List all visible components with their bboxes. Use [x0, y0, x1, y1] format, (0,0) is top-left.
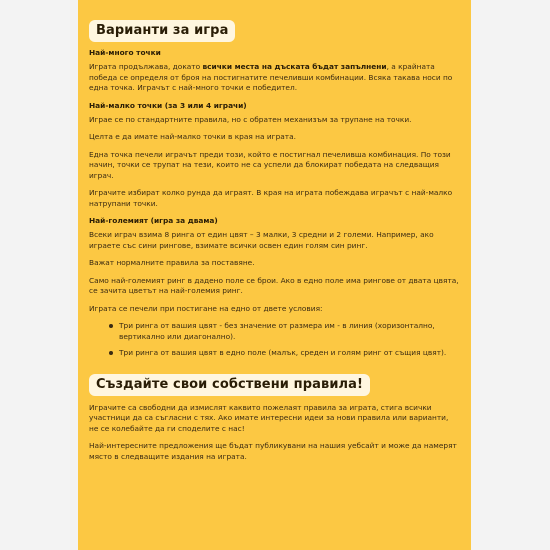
paragraph-biggest-3: Само най-големият ринг в дадено поле се брои. Ако в едно поле има рингове от двата цвята, се зачита цветът на най-големия ринг. [89, 275, 459, 295]
paragraph-least-points-1: Играе се по стандартните правила, но с обратен механизъм за трупане на точки. [89, 114, 412, 124]
paragraph-own-rules-1: Играчите са свободни да измислят каквито пожелаят правила за играта, стига всички участници да са съгласни с тях. Ако имате интересни идеи за нови правила или варианти, не се колебайте да ги споделите с нас! [89, 402, 449, 433]
list-item: Три ринга от вашия цвят - без значение от размера им - в линия (хоризонтално, вертикално или диагонално). [109, 321, 460, 342]
paragraph-biggest-4: Играта се печели при постигане на едно от двете условия: [89, 303, 323, 313]
heading-most-points: Най-много точки [89, 48, 161, 57]
section-title-variants: Варианти за игра [89, 20, 235, 42]
win-conditions-list [89, 321, 460, 359]
bullet-icon [109, 324, 113, 328]
list-item: Три ринга от вашия цвят в едно поле (малък, среден и голям ринг от същия цвят). [109, 348, 460, 359]
paragraph-biggest-2: Важат нормалните правила за поставяне. [89, 258, 255, 267]
rules-page [78, 0, 471, 550]
paragraph-most-points: Играта продължава, докато всички места на дъската бъдат запълнени, а крайната победа се определя от броя на постигнатите печеливши комбинации. Всяка такава носи по една точка. Играчът с най-много точки е победител. [89, 62, 453, 92]
heading-biggest: Най-големият (игра за двама) [89, 216, 218, 225]
paragraph-own-rules-2: Най-интересните предложения ще бъдат публикувани на нашия уебсайт и може да намерят място в следващите издания на играта. [89, 441, 457, 461]
heading-least-points: Най-малко точки (за 3 или 4 играчи) [89, 100, 247, 110]
paragraph-biggest-1: Всеки играч взима 8 ринга от един цвят – 3 малки, 3 средни и 2 големи. Например, ако играете със сини рингове, взимате всички освен един голям син ринг. [89, 230, 434, 250]
bullet-icon [109, 351, 113, 355]
paragraph-least-points-2: Целта е да имате най-малко точки в края на играта. [89, 132, 296, 141]
emphasis-board-filled: всички места на дъската бъдат запълнени [202, 62, 387, 71]
section-title-own-rules: Създайте свои собствени правила! [89, 374, 370, 396]
paragraph-least-points-4: Играчите избират колко рунда да играят. В края на играта побеждава играчът с най-малко натрупани точки. [89, 188, 453, 208]
paragraph-least-points-3: Една точка печели играчът преди този, който е постигнал печеливша комбинация. По този начин, точки се трупат на тези, които не са успели да блокират победата на следващия играч. [89, 149, 451, 180]
